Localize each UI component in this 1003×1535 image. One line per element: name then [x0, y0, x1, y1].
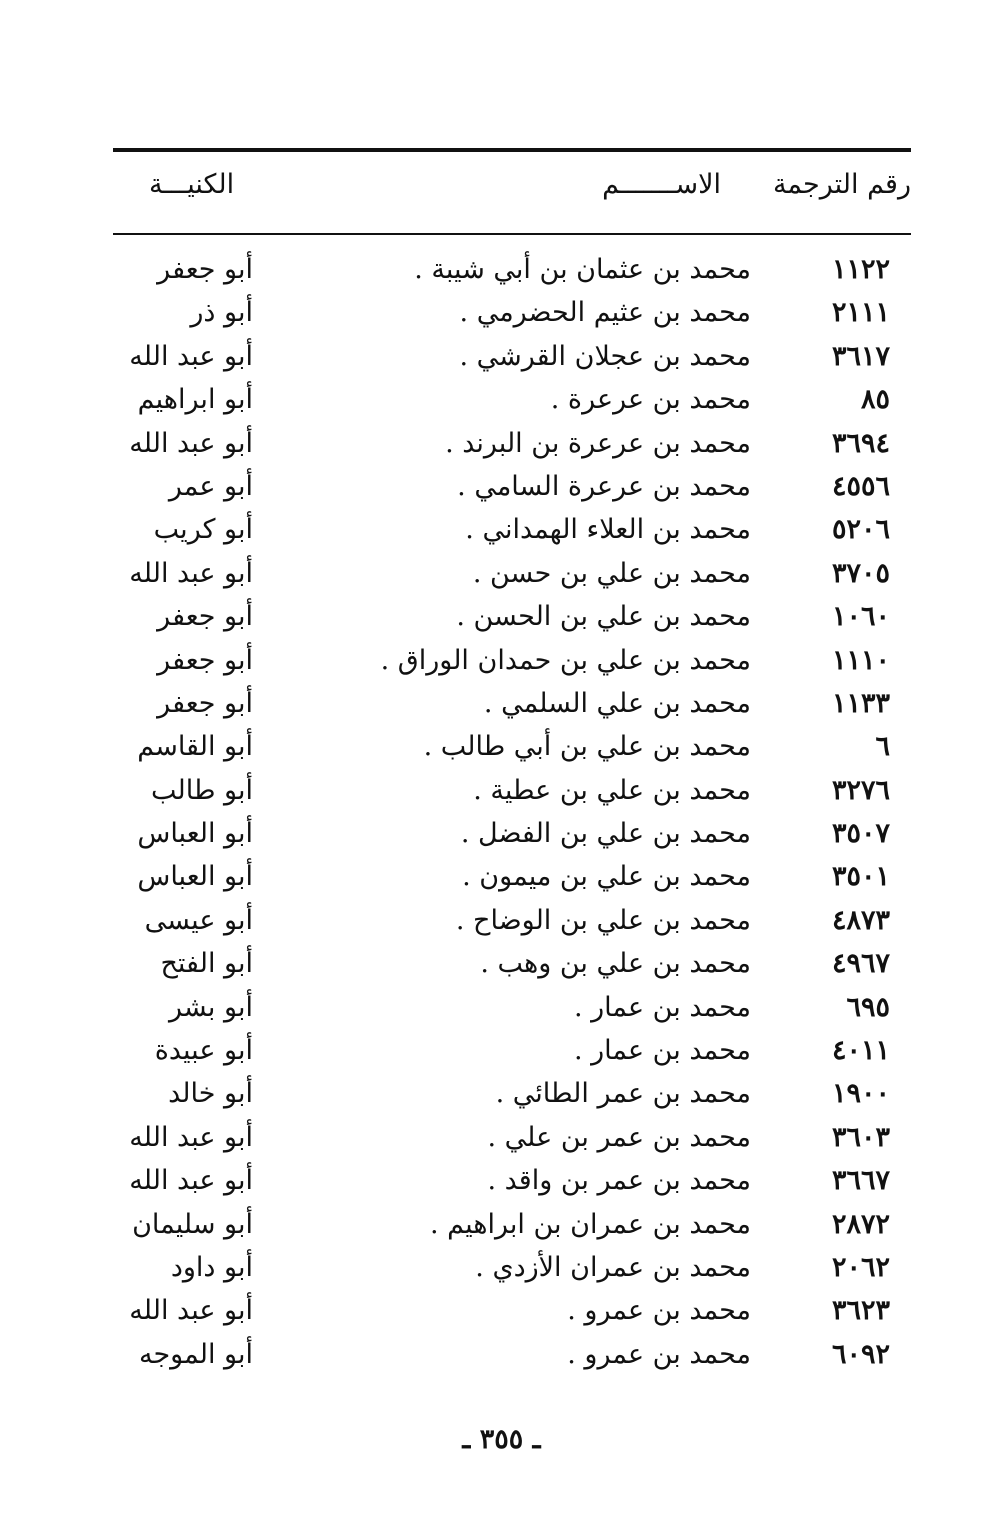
header-rule: [113, 233, 911, 235]
table-row: [0, 552, 1003, 595]
entry-name: محمد بن علي بن أبي طالب .: [423, 731, 751, 763]
entry-name: محمد بن عمران بن ابراهيم .: [429, 1208, 751, 1240]
page-number: ـ ٣٥٥ ـ: [462, 1424, 541, 1455]
table-row: [0, 769, 1003, 812]
entry-name: محمد بن علي بن الوضاح .: [455, 904, 751, 936]
table-row: [0, 1116, 1003, 1159]
table-row: [0, 335, 1003, 378]
table-header: [113, 165, 911, 209]
entry-number: ٣٧٠٥: [831, 557, 890, 589]
table-row: [0, 855, 1003, 898]
table-row: [0, 986, 1003, 1029]
entry-number: ٢٠٦٢: [831, 1251, 890, 1283]
entry-name: محمد بن عمرو .: [567, 1295, 751, 1327]
table-row: [0, 942, 1003, 985]
entry-name: محمد بن عمر بن واقد .: [487, 1165, 751, 1197]
entry-name: محمد بن علي بن الحسن .: [456, 601, 751, 633]
table-row: [0, 812, 1003, 855]
entry-name: محمد بن عرعرة بن البرند .: [445, 427, 751, 459]
entry-kunya: أبو العباس: [137, 818, 253, 850]
table-row: [0, 422, 1003, 465]
top-rule: [113, 148, 911, 152]
entry-name: محمد بن عمر بن علي .: [487, 1121, 751, 1153]
entry-name: محمد بن عمرو .: [567, 1338, 751, 1370]
entry-kunya: أبو خالد: [168, 1078, 253, 1110]
entry-number: ٤٥٥٦: [831, 470, 890, 502]
entry-number: ٢٨٧٢: [831, 1208, 890, 1240]
entry-name: محمد بن علي بن ميمون .: [462, 861, 751, 893]
entry-name: محمد بن عمر الطائي .: [495, 1078, 751, 1110]
entry-name: محمد بن علي بن عطية .: [473, 774, 751, 806]
entry-number: ١١٣٣: [831, 687, 890, 719]
entry-number: ٣٦٢٣: [831, 1295, 890, 1327]
entry-kunya: أبو طالب: [150, 774, 253, 806]
table-row: [0, 1072, 1003, 1115]
entry-kunya: أبو الموجه: [139, 1338, 253, 1370]
entry-kunya: أبو جعفر: [157, 254, 253, 285]
entry-name: محمد بن علي بن وهب .: [480, 948, 751, 980]
entry-number: ٦: [875, 731, 890, 763]
entry-name: محمد بن عمار .: [573, 1035, 751, 1067]
entry-kunya: أبو العباس: [137, 861, 253, 893]
entry-number: ١١١٠: [831, 644, 890, 676]
header-kunya: الكنيـــة: [149, 169, 235, 200]
table-row: [0, 1246, 1003, 1289]
table-row: [0, 1029, 1003, 1072]
table-row: [0, 682, 1003, 725]
entry-name: محمد بن عرعرة السامي .: [457, 470, 751, 502]
header-number: رقم الترجمة: [772, 169, 911, 200]
entry-number: ٣٦١٧: [831, 340, 890, 372]
entry-name: محمد بن عثمان بن أبي شيبة .: [414, 254, 751, 285]
table-row: [0, 639, 1003, 682]
header-name: الاســـــــم: [602, 169, 721, 200]
entry-number: ٣٦٩٤: [831, 427, 890, 459]
entry-kunya: أبو ابراهيم: [137, 384, 253, 416]
entry-number: ٥٢٠٦: [831, 514, 890, 546]
table-row: [0, 378, 1003, 421]
entry-kunya: أبو جعفر: [157, 687, 253, 719]
entry-kunya: أبو عبد الله: [129, 340, 253, 372]
entry-kunya: أبو عبد الله: [129, 1295, 253, 1327]
entry-name: محمد بن عرعرة .: [550, 384, 751, 416]
table-row: [0, 595, 1003, 638]
entry-number: ٤٠١١: [831, 1035, 890, 1067]
entry-name: محمد بن عمران الأزدي .: [475, 1251, 751, 1283]
entry-number: ٤٨٧٣: [831, 904, 890, 936]
entry-kunya: أبو عبد الله: [129, 1121, 253, 1153]
entry-kunya: أبو سليمان: [132, 1208, 253, 1240]
entry-kunya: أبو عبيدة: [154, 1035, 253, 1067]
table-row: [0, 1159, 1003, 1202]
table-body: [0, 248, 1003, 1376]
entry-number: ٤٩٦٧: [831, 948, 890, 980]
entry-number: ٦٠٩٢: [831, 1338, 890, 1370]
entry-kunya: أبو عبد الله: [129, 557, 253, 589]
table-row: [0, 248, 1003, 291]
entry-number: ٨٥: [860, 384, 890, 416]
entry-number: ٣٥٠٧: [831, 818, 890, 850]
table-row: [0, 508, 1003, 551]
table-row: [0, 291, 1003, 334]
entry-number: ٣٥٠١: [831, 861, 890, 893]
table-row: [0, 465, 1003, 508]
entry-kunya: أبو كريب: [153, 514, 253, 546]
entry-number: ٣٢٧٦: [831, 774, 890, 806]
entry-name: محمد بن علي السلمي .: [483, 687, 751, 719]
table-row: [0, 1203, 1003, 1246]
entry-name: محمد بن علي بن حمدان الوراق .: [380, 644, 751, 676]
table-row: [0, 1289, 1003, 1332]
table-row: [0, 725, 1003, 768]
entry-name: محمد بن عثيم الحضرمي .: [459, 297, 751, 329]
entry-name: محمد بن علي بن الفضل .: [460, 818, 751, 850]
entry-kunya: أبو الفتح: [160, 948, 253, 980]
entry-number: ٢١١١: [831, 297, 890, 329]
entry-number: ٦٩٥: [846, 991, 890, 1023]
entry-kunya: أبو عبد الله: [129, 1165, 253, 1197]
entry-name: محمد بن عمار .: [573, 991, 751, 1023]
entry-kunya: أبو داود: [170, 1251, 253, 1283]
entry-kunya: أبو جعفر: [157, 644, 253, 676]
entry-name: محمد بن علي بن حسن .: [472, 557, 751, 589]
entry-number: ١١٢٢: [831, 254, 890, 285]
entry-kunya: أبو جعفر: [157, 601, 253, 633]
entry-number: ١٩٠٠: [831, 1078, 890, 1110]
table-row: [0, 899, 1003, 942]
entry-name: محمد بن العلاء الهمداني .: [465, 514, 751, 546]
table-row: [0, 1333, 1003, 1376]
entry-kunya: أبو عيسى: [144, 904, 253, 936]
entry-kunya: أبو بشر: [168, 991, 253, 1023]
entry-number: ١٠٦٠: [831, 601, 890, 633]
entry-name: محمد بن عجلان القرشي .: [459, 340, 751, 372]
entry-number: ٣٦٦٧: [831, 1165, 890, 1197]
entry-number: ٣٦٠٣: [831, 1121, 890, 1153]
entry-kunya: أبو عمر: [168, 470, 253, 502]
entry-kunya: أبو ذر: [190, 297, 253, 329]
entry-kunya: أبو عبد الله: [129, 427, 253, 459]
entry-kunya: أبو القاسم: [137, 731, 253, 763]
